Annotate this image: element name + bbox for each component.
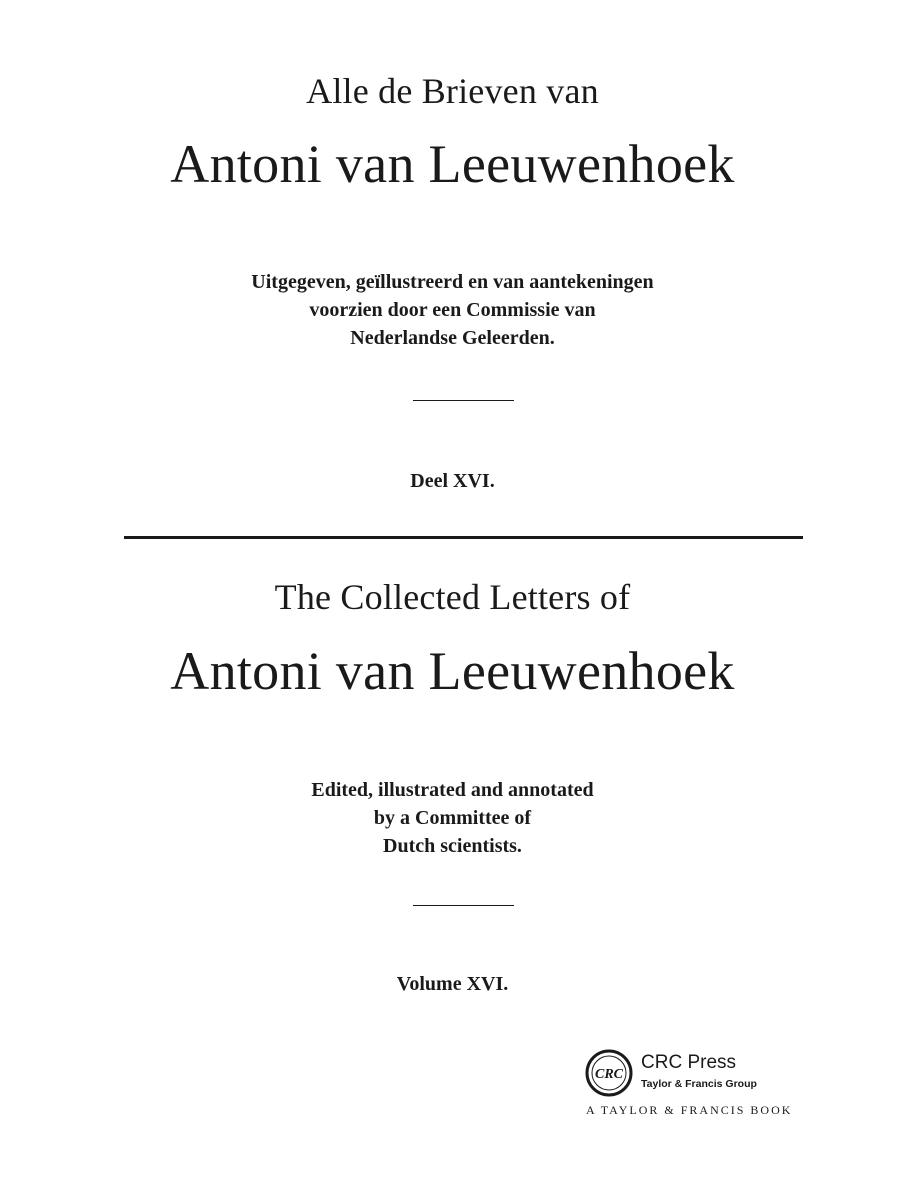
dutch-series-title: Alle de Brieven van	[306, 71, 599, 111]
english-volume-label: Volume XVI.	[396, 973, 509, 995]
dutch-description-line: Uitgegeven, geïllustreerd en van aantekeningen	[251, 271, 654, 293]
dutch-description-line: Nederlandse Geleerden.	[350, 327, 555, 349]
crc-logo-icon	[584, 1048, 634, 1098]
dutch-short-rule	[413, 400, 514, 401]
english-short-rule	[413, 905, 514, 906]
publisher-tagline: A TAYLOR & FRANCIS BOOK	[586, 1103, 793, 1117]
english-description-line: Edited, illustrated and annotated	[311, 779, 594, 801]
dutch-description-line: voorzien door een Commissie van	[309, 299, 596, 321]
crc-logo-text: CRC	[594, 1067, 624, 1082]
publisher-group: Taylor & Francis Group	[641, 1078, 757, 1090]
english-description-line: by a Committee of	[373, 807, 532, 829]
english-author-name: Antoni van Leeuwenhoek	[170, 641, 735, 701]
english-series-title: The Collected Letters of	[274, 577, 631, 617]
english-description-line: Dutch scientists.	[383, 835, 522, 857]
dutch-author-name: Antoni van Leeuwenhoek	[170, 134, 735, 194]
publisher-name: CRC Press	[641, 1052, 737, 1073]
dutch-description	[0, 268, 905, 352]
section-divider	[124, 536, 803, 539]
publisher-imprint	[584, 1040, 814, 1130]
dutch-volume-label: Deel XVI.	[410, 470, 495, 492]
english-description	[0, 776, 905, 860]
